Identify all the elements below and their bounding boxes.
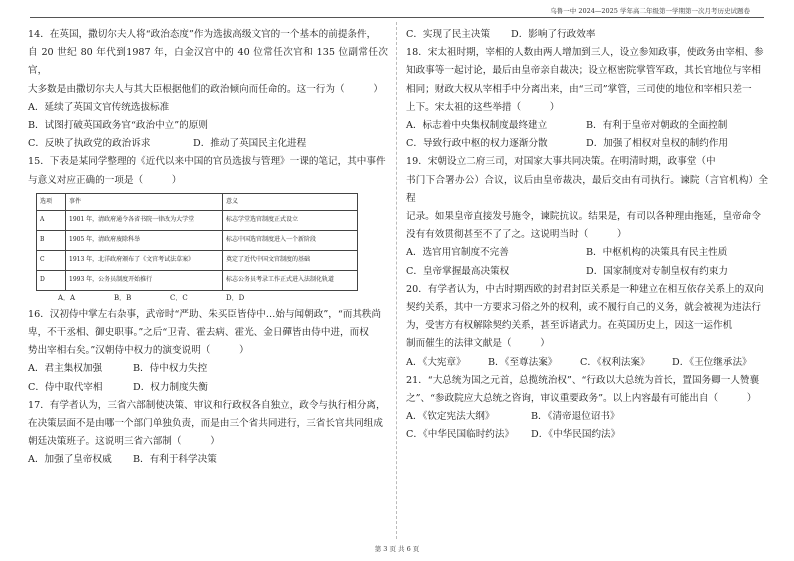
q20-option-d: D．《王位继承法》: [672, 356, 752, 368]
table-header: 选项: [37, 193, 66, 210]
q17-line: 17．有学者认为，三省六部制使决策、审议和行政权各自独立，政令与执行相分离，: [28, 399, 386, 411]
q20-options: [406, 354, 768, 372]
q20-line: 20．有学者认为，中古时期西欧的封君封臣关系是一种建立在相互依存关系上的双向: [406, 283, 764, 295]
q18-line: 18．宋太祖时期，宰相的人数由两人增加到三人，设立参知政事，使政务由宰相、参: [406, 47, 764, 59]
q15-option-c: C．C: [170, 293, 188, 302]
table-cell: 奠定了近代中国文官制度的基础: [223, 250, 358, 270]
table-cell: 标志学堂选官制度正式设立: [223, 210, 358, 230]
table-header: 意义: [223, 193, 358, 210]
table-cell: B: [37, 230, 66, 250]
q21-option-a: A．《钦定宪法大纲》: [406, 411, 495, 423]
table-cell: 1905 年，清政府废除科举: [66, 230, 223, 250]
q15-line: 15．下表是某同学整理的《近代以来中国的官员选拔与管理》一课的笔记，其中事件: [28, 156, 386, 168]
q16-line: 16．汉初侍中掌左右杂事，武帝时“严助、朱买臣皆侍中…始与闻朝政”，“而其秩尚: [28, 308, 382, 320]
q19-line: 没有有效贯彻甚至不了了之。这说明当时（ ）: [406, 229, 627, 241]
q14-line: 14．在英国，撒切尔夫人将“政治态度”作为选拔高级文官的一个基本的前提条件，: [28, 29, 377, 40]
question-19: [406, 153, 768, 280]
q20-line: 制而催生的法律文献是（ ）: [406, 338, 550, 350]
q19-option-d: D．国家制度对专制皇权有约束力: [586, 265, 729, 277]
page-number: 第 3 页 共 6 页: [374, 545, 420, 553]
q16-line: 卑，不干丞相、御史职事。”之后“卫青、霍去病、霍光、金日磾皆由侍中进，而权: [28, 327, 369, 339]
question-21: [406, 372, 768, 445]
q21-options-ab: [406, 408, 768, 426]
q20-option-c: C．《权利法案》: [580, 356, 650, 368]
table-header-row: [37, 193, 358, 210]
table-cell: D: [37, 270, 66, 290]
header-rule: [30, 17, 764, 18]
table-row: [37, 270, 358, 290]
question-15: [28, 153, 388, 303]
q14-options-cd: [28, 135, 388, 153]
q17-option-d: D．影响了行政效率: [511, 29, 596, 40]
q18-option-d: D．加强了相权对皇权的制约作用: [586, 138, 729, 150]
exam-header: 乌鲁一中 2024—2025 学年高二年级第一学期第一次月考历史试题卷: [550, 7, 750, 15]
q19-option-c: C．皇帝掌握最高决策权: [406, 265, 510, 277]
q20-option-b: B．《至尊法案》: [488, 356, 558, 368]
q15-line: 与意义对应正确的一项是（ ）: [28, 174, 182, 186]
q21-option-d: D．《中华民国约法》: [531, 429, 621, 441]
table-cell: 标志公务员考录工作正式进入法制化轨道: [223, 270, 358, 290]
q19-line: 记录。如果皇帝直接发号施令，谏院抗议。结果是，有司以各种理由拖延，皇帝命令: [406, 211, 761, 223]
q15-answer-options: [58, 293, 388, 304]
q16-options-cd: [28, 379, 388, 397]
table-row: [37, 250, 358, 270]
q16-options-ab: [28, 360, 388, 378]
question-18: [406, 44, 768, 153]
q17-line: 在决策层面不是由哪一个部门单独负责，而是由三个省共同进行，三省长官共同组成: [28, 418, 383, 430]
q16-option-b: B．侍中权力失控: [133, 363, 208, 375]
table-cell: A: [37, 210, 66, 230]
q21-option-c: C．《中华民国临时约法》: [406, 429, 515, 441]
q18-option-b: B．有利于皇帝对朝政的全面控制: [586, 120, 728, 132]
q16-line: 势出宰相右矣。”汉朝侍中权力的演变说明（ ）: [28, 345, 249, 357]
table-cell: 标志中国选官制度进入一个新阶段: [223, 230, 358, 250]
q18-line: 相同；财政大权从宰相手中分离出来，由“三司”掌管，三司使的地位和宰相只差一: [406, 83, 752, 95]
q19-options-cd: [406, 263, 768, 281]
table-cell: 1993 年，公务员制度开始推行: [66, 270, 223, 290]
q16-option-c: C．侍中取代宰相: [28, 381, 103, 393]
question-14: [28, 26, 388, 153]
table-cell: 1901 年，清政府通令各省书院一律改为大学堂: [66, 210, 223, 230]
q18-options-ab: [406, 117, 768, 135]
q18-options-cd: [406, 135, 768, 153]
q21-option-b: B．《清帝退位诏书》: [531, 411, 620, 423]
q18-option-a: A．标志着中央集权制度最终建立: [406, 120, 548, 132]
table-cell: C: [37, 250, 66, 270]
q20-line: 为，受害方有权解除契约关系，甚至诉诸武力。在英国历史上，因这一运作机: [406, 320, 733, 332]
table-header: 事件: [66, 193, 223, 210]
left-column: [28, 26, 388, 470]
table-row: [37, 210, 358, 230]
q16-option-d: D．权力制度失衡: [133, 381, 208, 393]
q17-option-b: B．有利于科学决策: [133, 454, 217, 466]
q14-option-a: A．延续了英国文官传统选拔标准: [28, 101, 170, 113]
q17-options-ab: [28, 451, 388, 469]
question-20: [406, 281, 768, 372]
q21-line: 之”、“参政院应大总统之咨询，审议重要政务”。以上内容最有可能出自（ ）: [406, 393, 757, 405]
q20-option-a: A．《大宪章》: [406, 356, 466, 368]
q18-line: 知政事等一起讨论，最后由皇帝亲自裁决；设立枢密院掌管军政，其长官地位与宰相: [406, 65, 761, 77]
q19-option-a: A．选官用官制度不完善: [406, 247, 509, 259]
q21-options-cd: [406, 426, 768, 444]
q17-options-cd: [406, 26, 768, 44]
q19-option-b: B．中枢机构的决策具有民主性质: [586, 247, 728, 259]
table-row: [37, 230, 358, 250]
q20-line: 契约关系，其中一方要求习俗之外的权利，或不履行自己的义务，就会被视为违法行: [406, 302, 761, 314]
question-17: [28, 397, 388, 470]
q21-line: 21．“大总统为国之元首，总揽统治权”、“行政以大总统为首长，置国务卿一人赞襄: [406, 374, 760, 386]
q15-option-a: A．A: [58, 293, 76, 302]
right-column: [406, 26, 768, 445]
q17-option-a: A．加强了皇帝权威: [28, 454, 112, 466]
q14-option-d: D．推动了英国民主化进程: [193, 138, 307, 150]
q15-option-b: B．B: [114, 293, 132, 302]
q19-line: 书门下合署办公）合议，议后由皇帝裁决，最后交由有司执行。谏院（言官机构）全程: [406, 174, 768, 204]
column-divider: [396, 22, 397, 539]
q19-line: 19．宋朝设立二府三司，对国家大事共同决策。在明清时期，政事堂（中: [406, 156, 716, 168]
table-cell: 1913 年，北洋政府颁布了《文官考试法草案》: [66, 250, 223, 270]
q14-option-c: C．反映了执政党的政治诉求: [28, 138, 151, 150]
q16-option-a: A．君主集权加强: [28, 363, 103, 375]
question-16: [28, 306, 388, 397]
q15-table: [36, 193, 358, 291]
q14-line: 大多数是由撒切尔夫人与其大臣根据他们的政治倾向而任命的。这一行为（ ）: [28, 83, 383, 95]
q17-option-c: C．实现了民主决策: [406, 29, 491, 40]
q19-options-ab: [406, 244, 768, 262]
q18-option-c: C．导致行政中枢的权力逐渐分散: [406, 138, 548, 150]
q18-line: 上下。宋太祖的这些举措（ ）: [406, 101, 560, 113]
q14-option-b: B．试图打破英国政务官“政治中立”的原则: [28, 120, 208, 132]
q14-line: 自 20 世纪 80 年代到1987 年，白金汉宫中的 40 位常任次官和 135 位副常任次官，: [28, 47, 388, 77]
q17-line: 朝廷决策班子。这说明三省六部制（ ）: [28, 436, 220, 448]
q15-option-d: D．D: [226, 293, 245, 302]
